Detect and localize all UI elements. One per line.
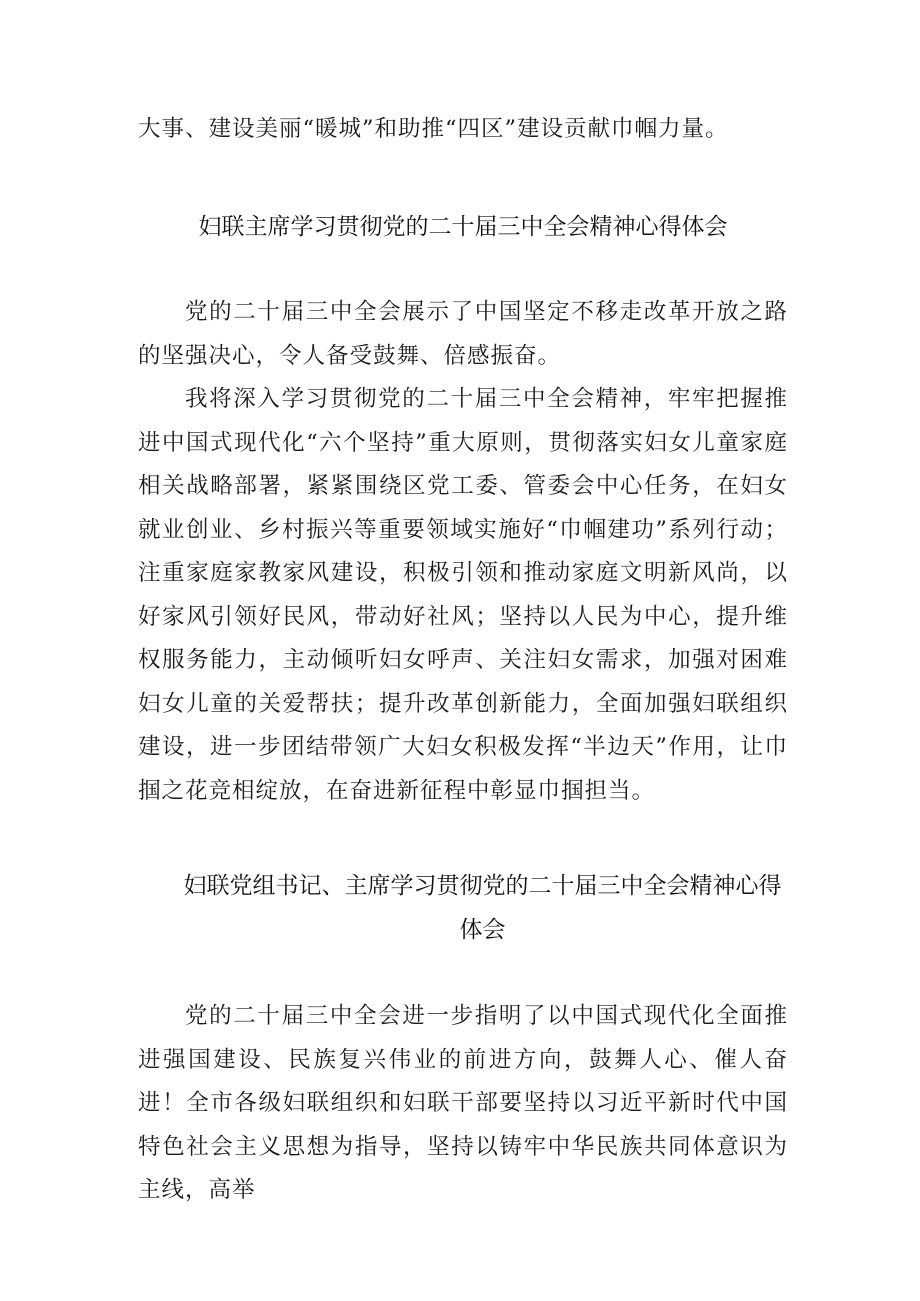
- section1-heading: 妇联主席学习贯彻党的二十届三中全会精神心得体会: [198, 214, 728, 240]
- section2-paragraph-1: 党的二十届三中全会进一步指明了以中国式现代化全面推进强国建设、民族复兴伟业的前进方向，鼓舞人心、催人奋进！全市各级妇联组织和妇联干部要坚持以习近平新时代中国特色社会主义思想为指导，坚持以铸牢中华民族共同体意识为主线，高举: [138, 1003, 788, 1203]
- section2-heading: 妇联党组书记、主席学习贯彻党的二十届三中全会精神心得体会: [183, 873, 782, 943]
- section1-paragraph-1: 党的二十届三中全会展示了中国坚定不移走改革开放之路的坚强决心，令人备受鼓舞、倍感振奋。: [138, 299, 788, 369]
- continuation-paragraph: 大事、建设美丽“暖城”和助推“四区”建设贡献巾帼力量。: [138, 116, 729, 142]
- section1-paragraph-2: 我将深入学习贯彻党的二十届三中全会精神，牢牢把握推进中国式现代化“六个坚持”重大原则，贯彻落实妇女儿童家庭相关战略部署，紧紧围绕区党工委、管委会中心任务，在妇女就业创业、乡村振兴等重要领域实施好“巾帼建功”系列行动；注重家庭家教家风建设，积极引领和推动家庭文明新风尚，以好家风引领好民风，带动好社风；坚持以人民为中心，提升维权服务能力，主动倾听妇女呼声、关注妇女需求，加强对困难妇女儿童的关爱帮扶；提升改革创新能力，全面加强妇联组织建设，进一步团结带领广大妇女积极发挥“半边天”作用，让巾掴之花竞相绽放，在奋进新征程中彰显巾掴担当。: [138, 386, 788, 804]
